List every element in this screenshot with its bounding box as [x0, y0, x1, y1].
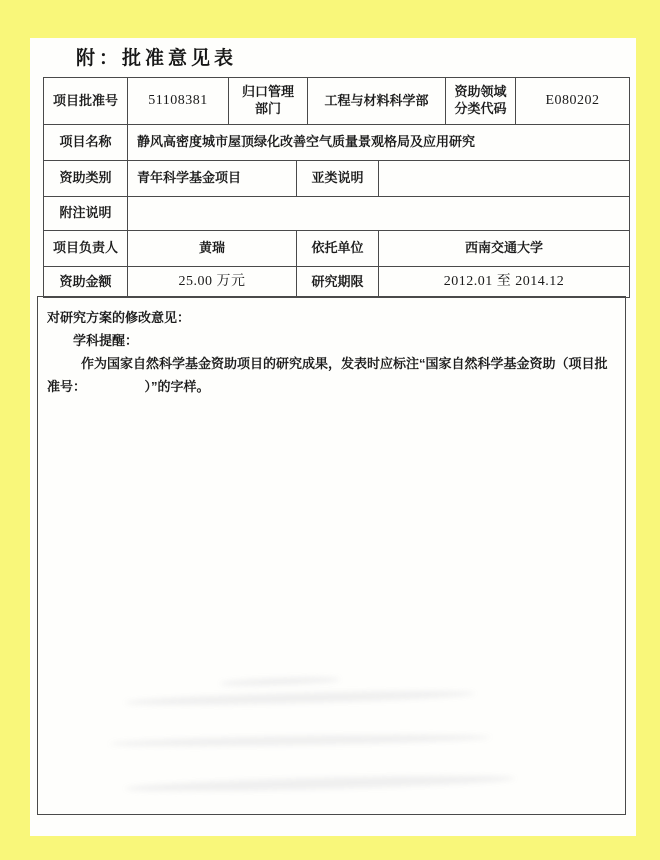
table-row-category [44, 160, 629, 196]
field-label-managing-dept [228, 78, 307, 124]
field-label-principal-investigator: 项目负责人 [52, 240, 118, 256]
field-label-managing-dept-line2: 部门 [254, 101, 281, 116]
field-label-category: 资助类别 [59, 170, 112, 186]
field-label-note: 附注说明 [59, 205, 112, 221]
paper-page [30, 38, 636, 836]
page-title: 附：批准意见表 [76, 48, 238, 69]
comments-heading: 对研究方案的修改意见： [47, 310, 191, 325]
table-row-approval-no [44, 78, 629, 124]
field-value-category: 青年科学基金项目 [127, 161, 296, 196]
table-row-note [44, 196, 629, 230]
field-value-managing-dept: 工程与材料科学部 [307, 78, 445, 124]
table-row-project-name [44, 124, 629, 160]
discipline-reminder-heading: 学科提醒： [73, 333, 139, 348]
field-label-field-code [445, 78, 515, 124]
table-row-amount [44, 266, 629, 297]
comments-box [37, 296, 626, 815]
comments-body-line2: 准号： ）”的字样。 [47, 379, 210, 394]
table-row-principal-investigator [44, 230, 629, 266]
field-value-subcategory [378, 161, 629, 196]
field-label-period: 研究期限 [296, 267, 378, 297]
approval-info-table [43, 77, 630, 298]
field-label-field-code-line1: 资助领域 [454, 84, 507, 100]
field-label-managing-dept-line1: 归口管理 [241, 84, 294, 100]
field-value-principal-investigator: 黄瑞 [127, 231, 296, 266]
field-value-note [127, 197, 629, 230]
field-value-project-name: 静风高密度城市屋顶绿化改善空气质量景观格局及应用研究 [127, 125, 629, 160]
field-value-amount: 25.00 万元 [127, 267, 296, 297]
field-label-approval-no: 项目批准号 [52, 92, 118, 108]
field-value-period: 2012.01 至 2014.12 [378, 267, 629, 297]
field-value-field-code: E080202 [515, 78, 629, 124]
field-label-project-name: 项目名称 [59, 134, 112, 150]
field-label-field-code-line2: 分类代码 [454, 101, 507, 116]
field-value-approval-no: 51108381 [127, 78, 228, 124]
comments-body-line1: 作为国家自然科学基金资助项目的研究成果，发表时应标注“国家自然科学基金资助（项目批 [81, 356, 608, 371]
field-label-institution: 依托单位 [296, 231, 378, 266]
field-label-subcategory: 亚类说明 [296, 161, 378, 196]
field-label-amount: 资助金额 [59, 273, 112, 289]
field-value-institution: 西南交通大学 [378, 231, 629, 266]
